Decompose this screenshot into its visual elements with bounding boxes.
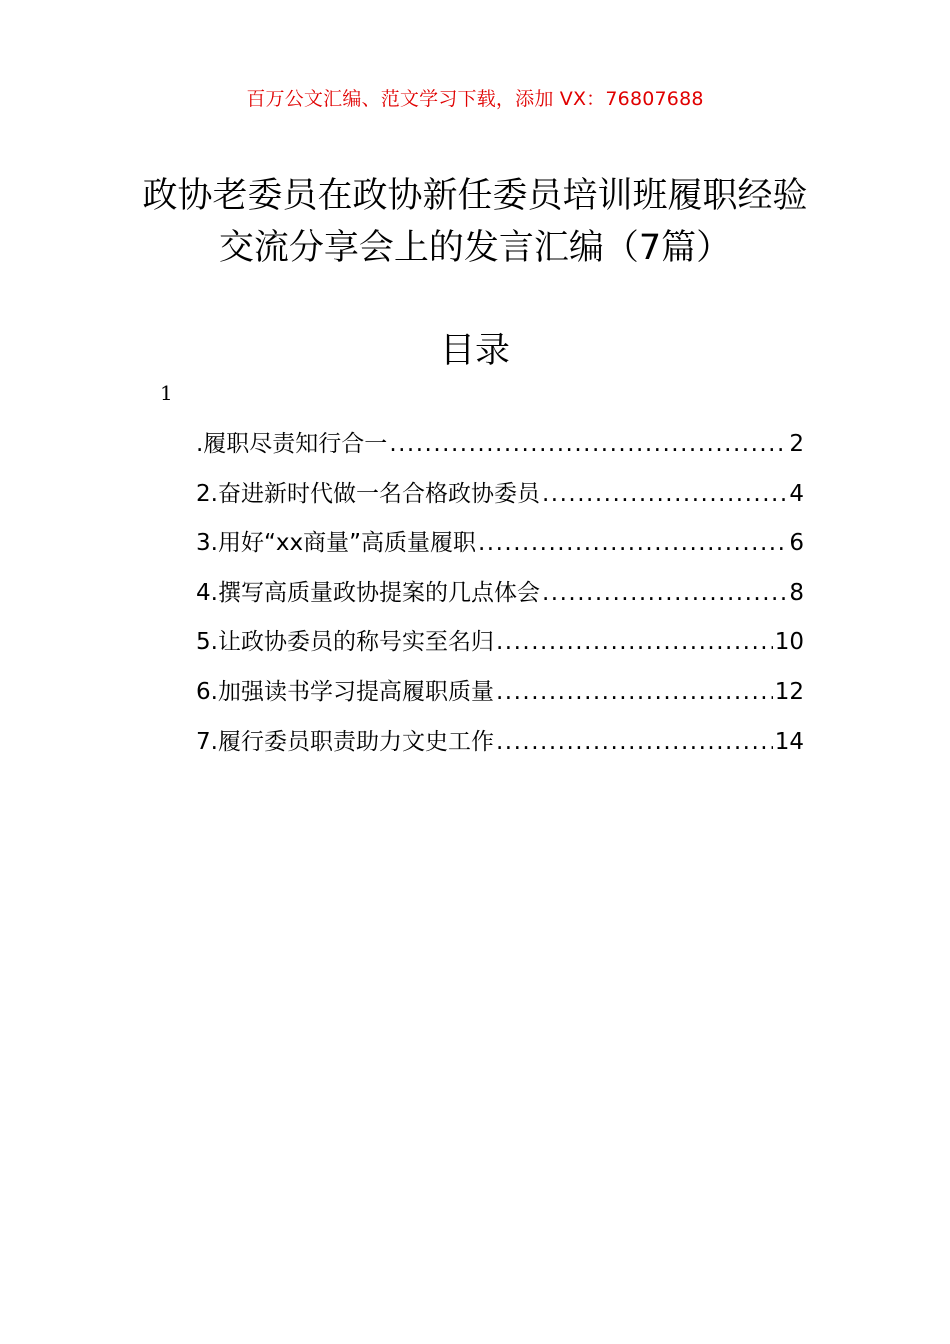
- toc-dot-leader: [542, 580, 787, 606]
- stray-number-mark: 1: [160, 381, 173, 405]
- toc-entry-label: 5.让政协委员的称号实至名归: [196, 629, 494, 656]
- toc-heading: 目录: [439, 331, 510, 371]
- toc-dot-leader: [496, 629, 773, 655]
- toc-entry-page: 2: [789, 431, 804, 457]
- toc-entry[interactable]: [196, 524, 804, 574]
- table-of-contents: [196, 425, 804, 772]
- toc-dot-leader: [542, 481, 787, 507]
- toc-entry-page: 12: [774, 678, 804, 705]
- toc-entry-label: 6.加强读书学习提高履职质量: [196, 678, 494, 705]
- toc-entry-page: 14: [774, 728, 804, 755]
- toc-dot-leader: [478, 530, 787, 556]
- toc-entry-page: 10: [774, 629, 804, 656]
- toc-entry-page: 8: [789, 579, 804, 606]
- toc-entry-label: 4.撰写高质量政协提案的几点体会: [196, 579, 540, 606]
- toc-entry[interactable]: [196, 623, 804, 673]
- toc-entry[interactable]: [196, 574, 804, 624]
- toc-dot-leader: [496, 679, 773, 705]
- toc-entry-page: 6: [789, 530, 804, 557]
- toc-entry[interactable]: [196, 723, 804, 773]
- toc-dot-leader: [389, 431, 787, 457]
- toc-entry-label: .履职尽责知行合一: [196, 431, 388, 457]
- header-promo-note: 百万公文汇编、范文学习下载，添加 VX：76807688: [246, 88, 704, 110]
- toc-entry-label: 7.履行委员职责助力文史工作: [196, 728, 494, 755]
- toc-entry-page: 4: [789, 480, 804, 507]
- toc-entry[interactable]: [196, 425, 804, 475]
- document-title: 政协老委员在政协新任委员培训班履职经验交流分享会上的发言汇编（7篇）: [142, 176, 808, 268]
- toc-entry-label: 2.奋进新时代做一名合格政协委员: [196, 480, 540, 507]
- toc-dot-leader: [496, 729, 773, 755]
- toc-entry[interactable]: [196, 673, 804, 723]
- toc-entry-label: 3.用好“xx商量”高质量履职: [196, 530, 476, 557]
- toc-entry[interactable]: [196, 475, 804, 525]
